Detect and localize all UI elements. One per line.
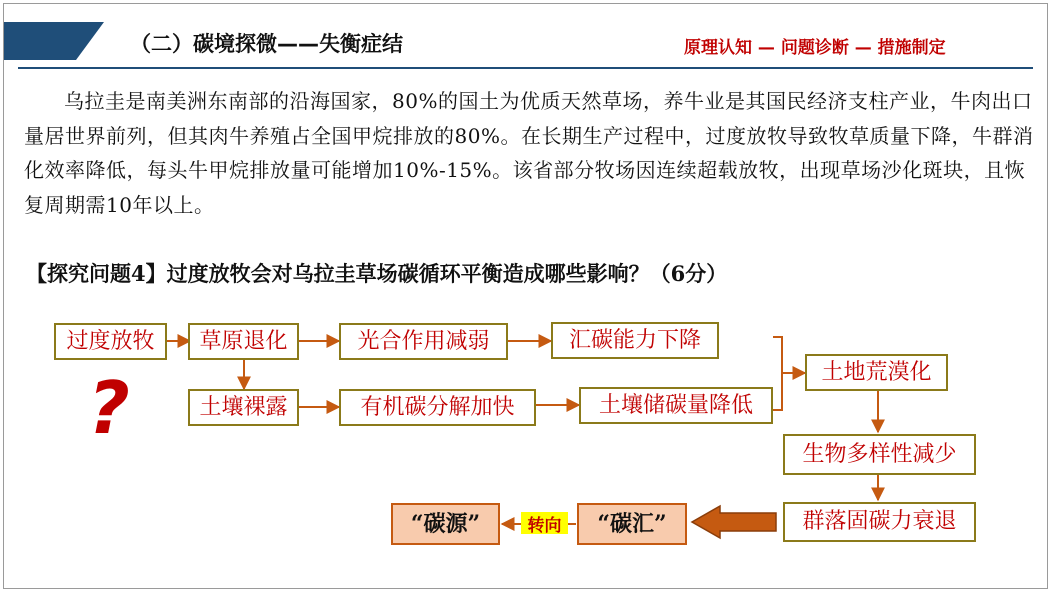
bracket-merge: [773, 337, 782, 410]
node-organic-carbon-decomposition: 有机碳分解加快: [339, 389, 536, 426]
node-soil-carbon-reduced: 土壤储碳量降低: [579, 387, 773, 424]
node-grassland-degradation: 草原退化: [188, 323, 299, 360]
section-nav-path: 原理认知 — 问题诊断 — 措施制定: [684, 38, 946, 58]
node-photosynthesis-weakened: 光合作用减弱: [339, 323, 508, 360]
node-soil-exposed: 土壤裸露: [188, 389, 299, 426]
node-community-carbon-decline: 群落固碳力衰退: [783, 502, 976, 542]
node-overgrazing: 过度放牧: [54, 323, 167, 360]
section-title: （二）碳境探微——失衡症结: [130, 32, 403, 56]
node-carbon-source: “碳源”: [391, 503, 500, 545]
question-mark-icon: ?: [88, 366, 130, 450]
node-carbon-sink-decline: 汇碳能力下降: [551, 322, 719, 359]
node-desertification: 土地荒漠化: [805, 354, 948, 391]
turn-label: 转向: [521, 512, 568, 534]
block-arrow-left: [692, 506, 776, 538]
node-biodiversity-loss: 生物多样性减少: [783, 434, 976, 475]
passage-text: 乌拉圭是南美洲东南部的沿海国家，80%的国土为优质天然草场，养牛业是其国民经济支柱产业，牛肉出口量居世界前列，但其肉牛养殖占全国甲烷排放的80%。在长期生产过程中，过度放牧导致牧草质量下降，牛群消化效率降低，每头牛甲烷排放量可能增加10%-15%。该省部分牧场因连续超载放牧，出现草场沙化斑块，且恢复周期需10年以上。: [24, 89, 1034, 217]
node-carbon-sink: “碳汇”: [577, 503, 687, 545]
question-text: 【探究问题4】过度放牧会对乌拉圭草场碳循环平衡造成哪些影响？（6分）: [26, 261, 728, 286]
